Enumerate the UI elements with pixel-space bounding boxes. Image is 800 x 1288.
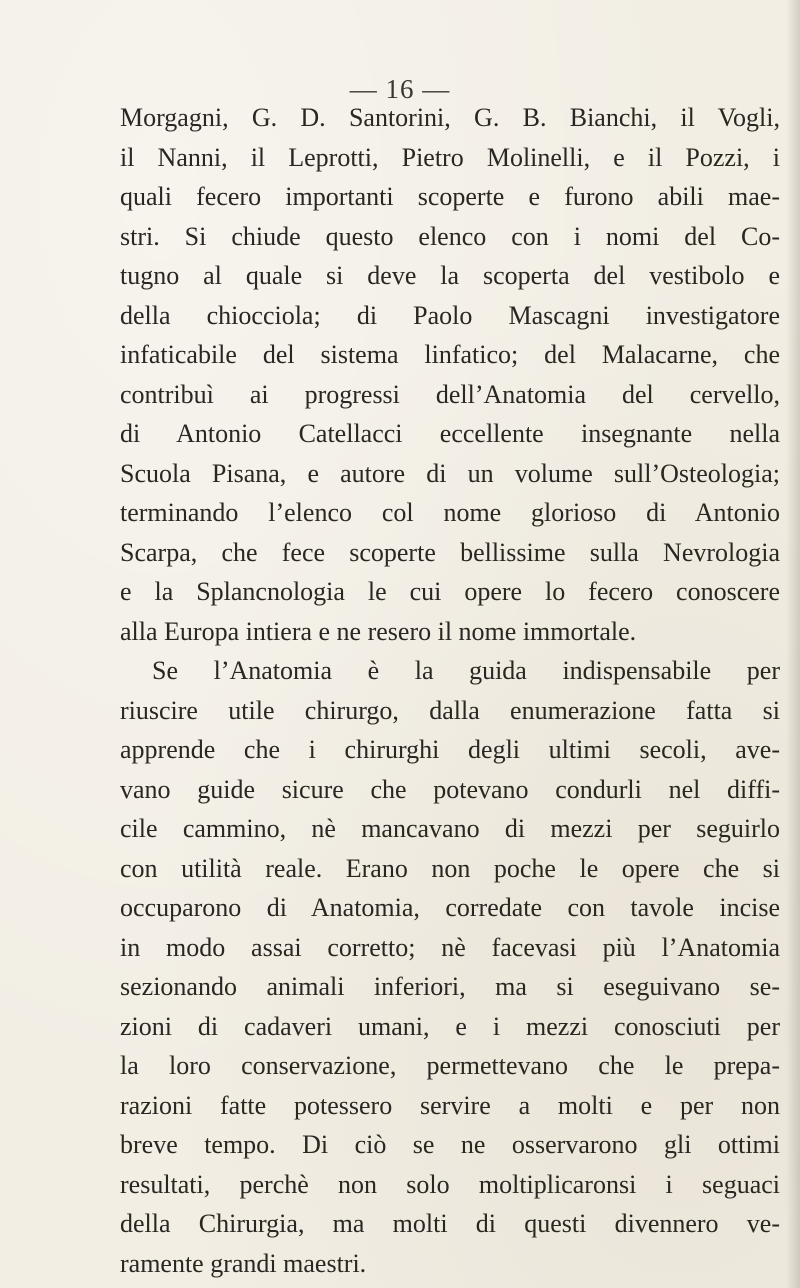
text-line: Se l’Anatomia è la guida indispensabile per — [152, 656, 780, 685]
body-text — [120, 98, 780, 1283]
text-line: con utilità reale. Erano non poche le opere che si — [120, 853, 780, 883]
text-line: apprende che i chirurghi degli ultimi secoli, ave- — [120, 735, 780, 764]
text-line: razioni fatte potessero servire a molti e per non — [120, 1090, 780, 1120]
text-line: vano guide sicure che potevano condurli nel diffi- — [120, 774, 780, 804]
text-line: quali fecero importanti scoperte e furono abili mae- — [120, 182, 780, 211]
text-line: stri. Si chiude questo elenco con i nomi del Co- — [120, 221, 780, 251]
text-line: della chiocciola; di Paolo Mascagni investigatore — [120, 300, 780, 330]
page-edge-shadow — [786, 0, 800, 1288]
text-line: sezionando animali inferiori, ma si eseguivano se- — [120, 972, 780, 1001]
text-line: terminando l’elenco col nome glorioso di Antonio — [120, 498, 780, 527]
text-line: resultati, perchè non solo moltiplicaronsi i seguaci — [120, 1169, 780, 1199]
text-line: e la Splancnologia le cui opere lo fecero conoscere — [120, 577, 780, 606]
text-line: riuscire utile chirurgo, dalla enumerazione fatta si — [120, 695, 780, 725]
page-number: — 16 — — [349, 74, 451, 104]
text-line: infaticabile del sistema linfatico; del Malacarne, che — [120, 340, 780, 369]
text-line: in modo assai corretto; nè facevasi più l’Anatomia — [120, 932, 780, 962]
text-line: contribuì ai progressi dell’Anatomia del cervello, — [120, 379, 780, 409]
text-line: Scuola Pisana, e autore di un volume sull’Osteologia; — [120, 458, 780, 488]
text-line: ramente grandi maestri. — [120, 1248, 367, 1278]
text-line: breve tempo. Di ciò se ne osservarono gli ottimi — [120, 1130, 780, 1159]
text-line: la loro conservazione, permettevano che le prepa- — [120, 1051, 780, 1080]
text-line: Morgagni, G. D. Santorini, G. B. Bianchi, il Vogli, — [120, 103, 780, 132]
text-line: alla Europa intiera e ne resero il nome immortale. — [120, 616, 637, 646]
text-line: occuparono di Anatomia, corredate con tavole incise — [120, 893, 780, 922]
text-line: della Chirurgia, ma molti di questi divennero ve- — [120, 1209, 780, 1238]
text-line: Scarpa, che fece scoperte bellissime sulla Nevrologia — [120, 537, 780, 567]
text-line: il Nanni, il Leprotti, Pietro Molinelli, e il Pozzi, i — [120, 142, 780, 172]
text-line: cile cammino, nè mancavano di mezzi per seguirlo — [120, 814, 780, 843]
text-line: di Antonio Catellacci eccellente insegnante nella — [120, 419, 780, 448]
text-line: zioni di cadaveri umani, e i mezzi conosciuti per — [120, 1011, 780, 1041]
text-line: tugno al quale si deve la scoperta del vestibolo e — [120, 261, 780, 290]
